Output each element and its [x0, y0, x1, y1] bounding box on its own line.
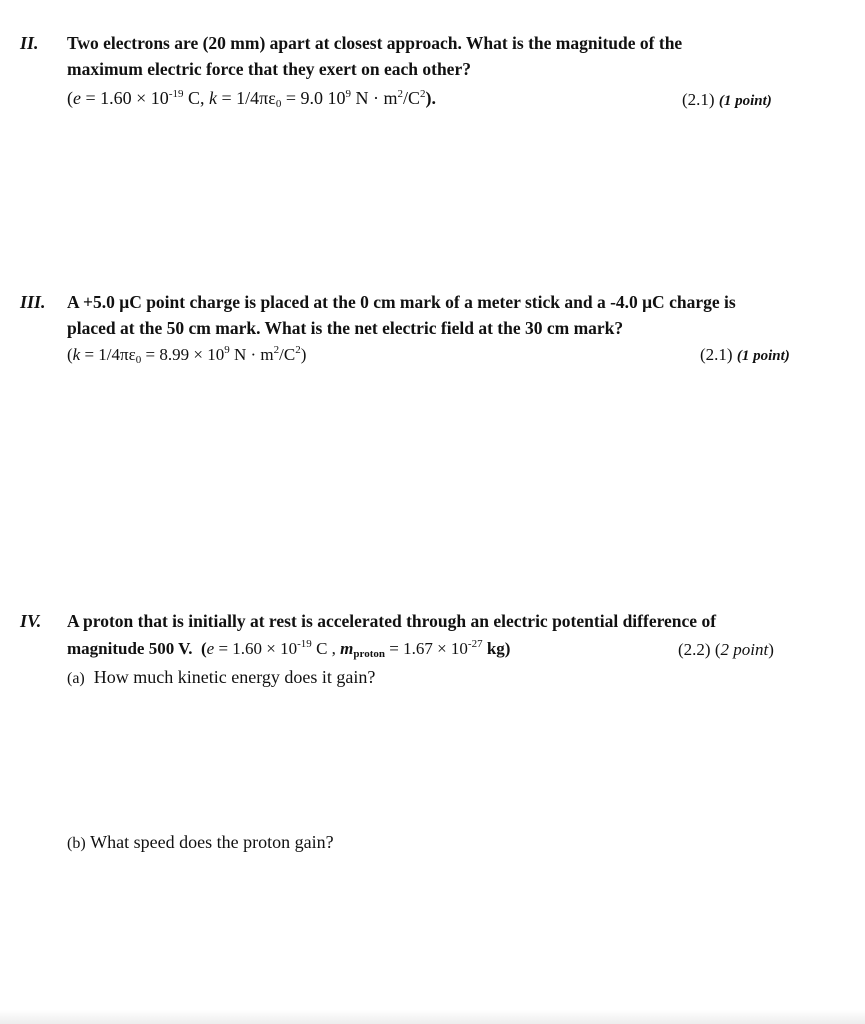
- problem-2-numeral: II.: [20, 33, 39, 53]
- problem-4-text-line-1: A proton that is initially at rest is accelerated through an electric potential difference of: [67, 611, 717, 631]
- problem-3-text-line-1: A +5.0 μC point charge is placed at the 0 cm mark of a meter stick and a -4.0 μC charge is: [67, 292, 736, 312]
- page-bottom-shadow: [0, 1010, 865, 1024]
- problem-3-constants: ($k = 1/4\pi\varepsilon_0 = 8.99 \times 10^9$ $N \cdot m^2/C^2$): [67, 344, 307, 366]
- problem-4-numeral: IV.: [20, 611, 42, 631]
- problem-2-constants: ($e = 1.60 \times 10^{-19}$ C, $k = 1/4\pi\varepsilon_0 = 9.0$ $10^9$ $N \cdot m^2/C^2$).: [67, 88, 436, 110]
- problem-4-part-a: (a) How much kinetic energy does it gain?: [67, 667, 376, 687]
- problem-4-points: (2.2) (2 point): [678, 640, 774, 659]
- problem-2-points: (2.1) (1 point): [682, 90, 772, 109]
- problem-4-part-b: (b) What speed does the proton gain?: [67, 832, 334, 852]
- problem-4-text-line-2: magnitude 500 V. ($e = 1.60 \times 10^{-19}$ C , $m_{proton} = 1.67 \times 10^{-27}$ kg): [67, 638, 511, 660]
- problem-3-points: (2.1) (1 point): [700, 345, 790, 364]
- problem-2-text-line-1: Two electrons are (20 mm) apart at closest approach. What is the magnitude of the: [67, 33, 683, 53]
- problem-3-numeral: III.: [20, 292, 46, 312]
- problem-3-text-line-2: placed at the 50 cm mark. What is the net electric field at the 30 cm mark?: [67, 318, 624, 338]
- problem-2-text-line-2: maximum electric force that they exert on each other?: [67, 59, 471, 79]
